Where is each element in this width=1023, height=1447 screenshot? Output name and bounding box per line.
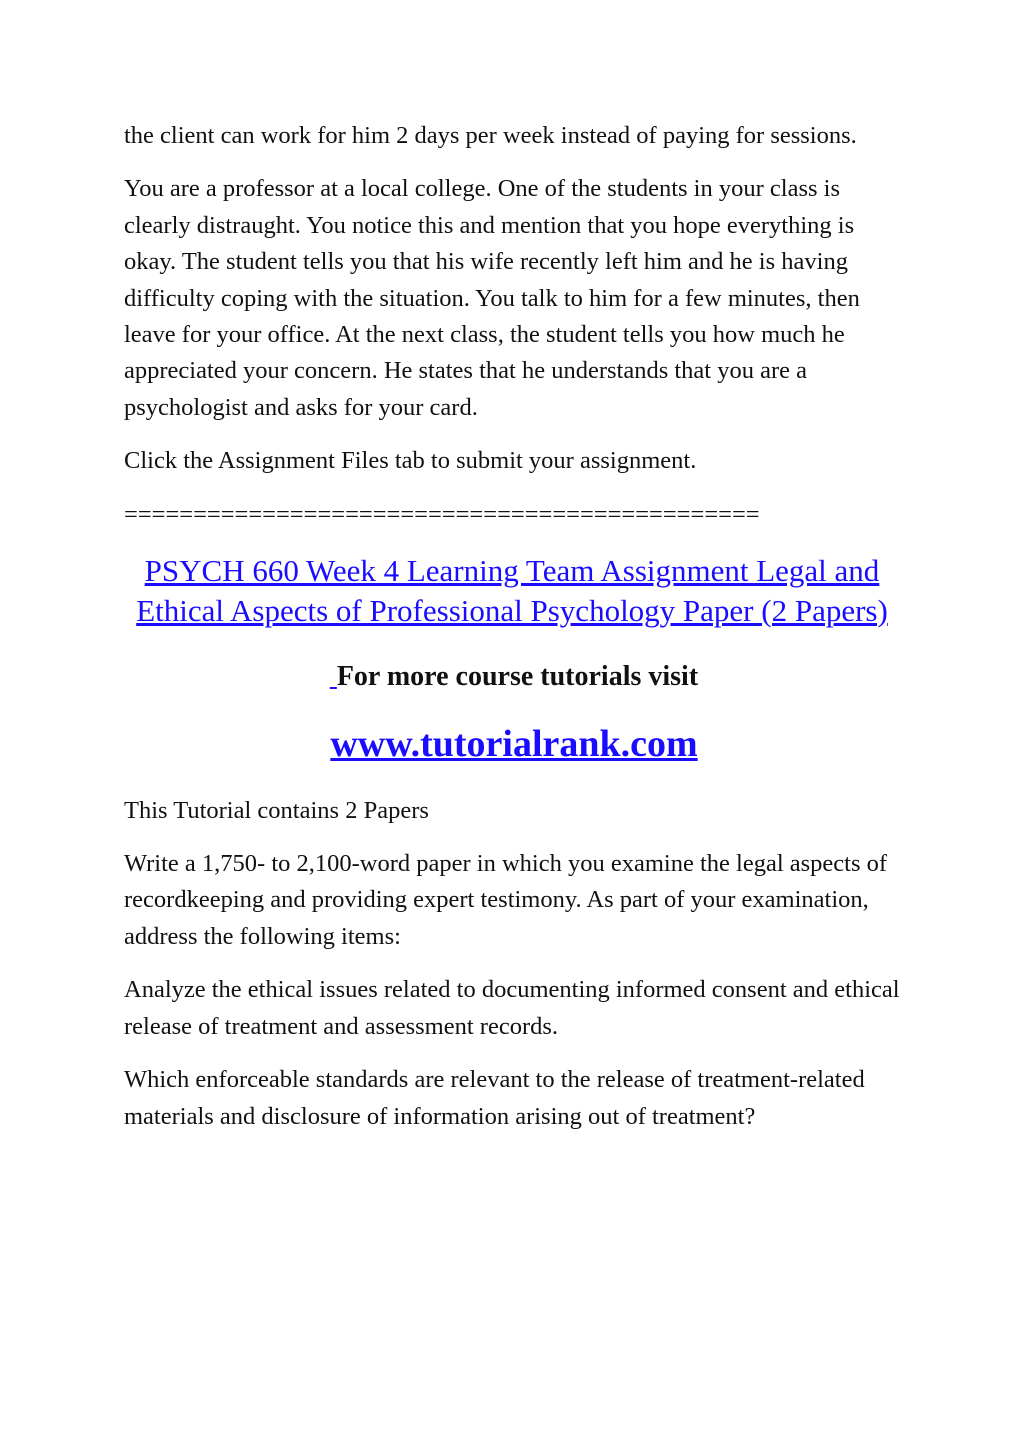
empty-anchor-link[interactable]: [330, 661, 337, 692]
course-heading-link[interactable]: PSYCH 660 Week 4 Learning Team Assignment Legal and Ethical Aspects of Professional Psychology Paper (2 Papers): [136, 552, 888, 628]
paragraph-enforceable-standards: Which enforceable standards are relevant to the release of treatment-related materials and disclosure of information arising out of treatment?: [124, 1066, 865, 1130]
tutorial-body: [124, 793, 904, 1135]
paragraph-analyze-ethical-issues: Analyze the ethical issues related to documenting informed consent and ethical release of treatment and assessment records.: [124, 976, 900, 1040]
paragraph-submit-instructions: Click the Assignment Files tab to submit your assignment.: [124, 447, 697, 475]
paragraph-professor-scenario: You are a professor at a local college. One of the students in your class is clearly distraught. You notice this and mention that you hope everything is okay. The student tells you that his wife recently left him and he is having difficulty coping with the situation. You talk to him for a few minutes, then leave for your office. At the next class, the student tells you how much he appreciated your concern. He states that he understands that you are a psychologist and asks for your card.: [124, 175, 860, 421]
paragraph-paper-requirements: Write a 1,750- to 2,100-word paper in which you examine the legal aspects of recordkeeping and providing expert testimony. As part of your examination, address the following items:: [124, 850, 888, 950]
site-line: [124, 721, 904, 767]
site-link[interactable]: www.tutorialrank.com: [330, 722, 698, 765]
paragraph-tutorial-contents: This Tutorial contains 2 Papers: [124, 796, 429, 824]
section-divider: ==============================================: [124, 500, 760, 528]
more-tutorials-text: For more course tutorials visit: [336, 660, 699, 692]
more-tutorials-line: [124, 659, 904, 695]
course-heading: [116, 551, 908, 631]
document-page: [124, 118, 904, 1152]
paragraph-client-work: the client can work for him 2 days per week instead of paying for sessions.: [124, 122, 857, 149]
